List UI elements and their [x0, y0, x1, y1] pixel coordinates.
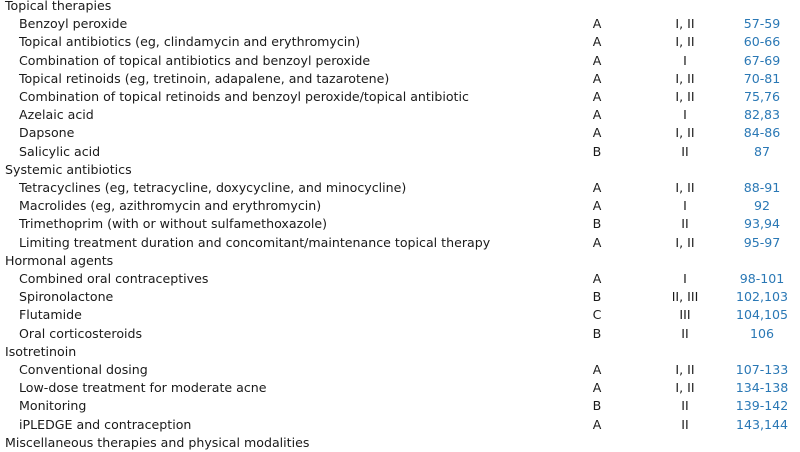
reference-link[interactable]: 87: [753, 143, 771, 159]
reference-link[interactable]: 104,105: [735, 307, 789, 323]
table-row: [0, 270, 800, 288]
table-row: [0, 124, 800, 142]
section-header: [0, 0, 800, 15]
therapy-label: Low-dose treatment for moderate acne: [19, 380, 267, 396]
evidence-level: I: [683, 107, 687, 123]
evidence-level: III: [679, 307, 691, 323]
table-row: [0, 70, 800, 88]
recommendation-grade: A: [592, 34, 602, 50]
reference-link[interactable]: 143,144: [735, 416, 789, 432]
table-row: [0, 179, 800, 197]
therapy-label: Salicylic acid: [19, 143, 101, 159]
therapy-label: Benzoyl peroxide: [19, 16, 128, 32]
recommendation-grade: A: [592, 271, 602, 286]
table-row: [0, 379, 800, 397]
section-header: [0, 434, 800, 452]
therapy-label: Combined oral contraceptives: [19, 271, 209, 286]
evidence-level: I, II: [675, 16, 695, 32]
table-row: [0, 215, 800, 233]
section-header: [0, 161, 800, 179]
section-title: Systemic antibiotics: [5, 161, 132, 177]
reference-link[interactable]: 139-142: [735, 398, 789, 414]
therapy-label: Dapsone: [19, 125, 75, 141]
recommendation-grade: B: [592, 143, 602, 159]
evidence-level: II: [681, 416, 689, 432]
evidence-level: I, II: [675, 180, 695, 195]
therapy-label: Topical retinoids (eg, tretinoin, adapalene, and tazarotene): [19, 70, 390, 86]
reference-link[interactable]: 70-81: [743, 70, 781, 86]
section-header: [0, 252, 800, 270]
reference-link[interactable]: 95-97: [743, 234, 781, 250]
reference-link[interactable]: 60-66: [743, 34, 781, 50]
recommendation-grade: B: [592, 216, 602, 232]
therapy-label: Oral corticosteroids: [19, 325, 143, 341]
therapy-label: Limiting treatment duration and concomitant/maintenance topical therapy: [19, 234, 491, 250]
recommendation-grade: A: [592, 198, 602, 214]
recommendation-grade: B: [592, 398, 602, 414]
reference-link[interactable]: 84-86: [743, 125, 781, 141]
table-row: [0, 143, 800, 161]
section-title: Hormonal agents: [5, 252, 114, 268]
table-row: [0, 15, 800, 33]
therapy-label: Combination of topical retinoids and benzoyl peroxide/topical antibiotic: [19, 89, 469, 104]
therapy-label: Conventional dosing: [19, 362, 148, 377]
table-row: [0, 52, 800, 70]
therapy-label: Azelaic acid: [19, 107, 94, 123]
evidence-level: II: [681, 325, 689, 341]
evidence-level: I: [683, 52, 687, 68]
recommendation-grade: A: [592, 89, 602, 104]
evidence-level: II: [681, 143, 689, 159]
table-row: [0, 325, 800, 343]
table-row: [0, 416, 800, 434]
therapy-label: Combination of topical antibiotics and benzoyl peroxide: [19, 52, 371, 68]
recommendation-grade: A: [592, 380, 602, 396]
reference-link[interactable]: 102,103: [735, 289, 789, 305]
therapy-label: Spironolactone: [19, 289, 114, 305]
therapy-label: iPLEDGE and contraception: [19, 416, 192, 432]
therapy-label: Flutamide: [19, 307, 82, 323]
recommendation-grade: A: [592, 416, 602, 432]
evidence-level: I, II: [675, 89, 695, 104]
section-title: Topical therapies: [5, 0, 112, 13]
table-row: [0, 33, 800, 51]
table-row: [0, 106, 800, 124]
evidence-level: II, III: [671, 289, 699, 305]
recommendation-grade: A: [592, 70, 602, 86]
table-row: [0, 288, 800, 306]
table-row: [0, 306, 800, 324]
evidence-level: I, II: [675, 70, 695, 86]
recommendation-grade: A: [592, 125, 602, 141]
evidence-level: I, II: [675, 125, 695, 141]
evidence-level: I: [683, 198, 687, 214]
therapy-label: Macrolides (eg, azithromycin and erythromycin): [19, 198, 322, 214]
reference-link[interactable]: 92: [753, 198, 771, 214]
table-row: [0, 234, 800, 252]
reference-link[interactable]: 82,83: [743, 107, 781, 123]
evidence-level: I, II: [675, 362, 695, 377]
recommendation-grade: A: [592, 180, 602, 195]
evidence-level: II: [681, 216, 689, 232]
table-row: [0, 361, 800, 379]
table-row: [0, 88, 800, 106]
reference-link[interactable]: 57-59: [743, 16, 781, 32]
recommendation-grade: A: [592, 52, 602, 68]
section-title: Miscellaneous therapies and physical modalities: [5, 434, 310, 450]
therapy-label: Tetracyclines (eg, tetracycline, doxycycline, and minocycline): [19, 180, 407, 195]
reference-link[interactable]: 98-101: [739, 271, 785, 286]
recommendation-grade: A: [592, 362, 602, 377]
recommendation-grade: B: [592, 289, 602, 305]
reference-link[interactable]: 134-138: [735, 380, 789, 396]
evidence-level: I: [683, 271, 687, 286]
section-header: [0, 343, 800, 361]
recommendation-grade: A: [592, 234, 602, 250]
reference-link[interactable]: 75,76: [743, 89, 781, 104]
table-row: [0, 397, 800, 415]
reference-link[interactable]: 88-91: [743, 180, 781, 195]
reference-link[interactable]: 106: [749, 325, 775, 341]
therapy-label: Topical antibiotics (eg, clindamycin and erythromycin): [19, 34, 361, 50]
therapy-label: Monitoring: [19, 398, 87, 414]
evidence-level: I, II: [675, 34, 695, 50]
reference-link[interactable]: 67-69: [743, 52, 781, 68]
table-row: [0, 197, 800, 215]
evidence-level: I, II: [675, 380, 695, 396]
therapy-label: Trimethoprim (with or without sulfamethoxazole): [19, 216, 328, 232]
recommendation-grade: A: [592, 16, 602, 32]
recommendation-grade: B: [592, 325, 602, 341]
reference-link[interactable]: 93,94: [743, 216, 781, 232]
evidence-level: II: [681, 398, 689, 414]
recommendation-grade: A: [592, 107, 602, 123]
section-title: Isotretinoin: [5, 343, 77, 359]
recommendation-grade: C: [592, 307, 602, 323]
evidence-level: I, II: [675, 234, 695, 250]
reference-link[interactable]: 107-133: [735, 362, 789, 377]
